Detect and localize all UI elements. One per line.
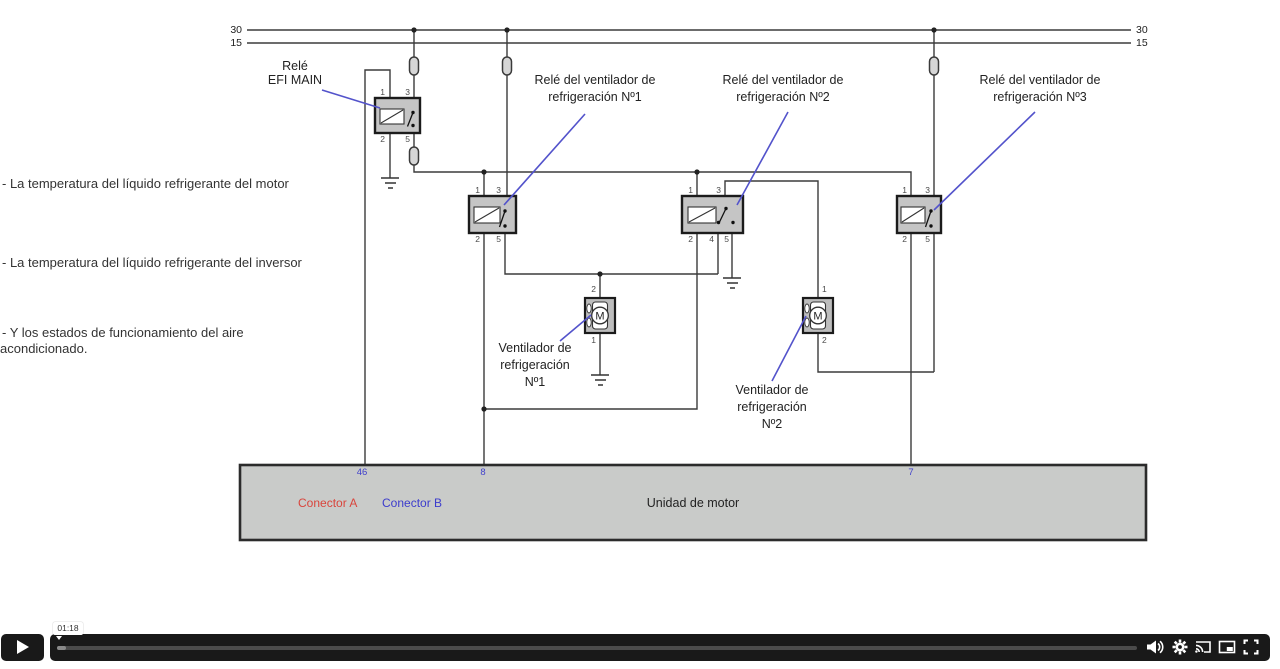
- bus-label-15-left: 15: [230, 36, 242, 49]
- efi-pin-2: 2: [380, 134, 385, 144]
- connector-a-label: Conector A: [298, 496, 358, 510]
- fan-relay1-label-line2: refrigeración Nº1: [548, 89, 642, 104]
- fan-motor2-symbol: [803, 298, 833, 333]
- fan2-label: [714, 382, 830, 433]
- fan2-label-line3: Nº2: [761, 417, 783, 431]
- efi-relay-label-line1: Relé: [282, 59, 308, 73]
- fan1-pin-1: 1: [591, 335, 596, 345]
- relay2-pin-3: 3: [716, 185, 721, 195]
- fan-relay1-symbol: [469, 196, 516, 233]
- ground-icon: [591, 375, 609, 385]
- relay1-pin-1: 1: [475, 185, 480, 195]
- ecu-pin-7: 7: [908, 467, 914, 478]
- ground-icon: [381, 178, 399, 188]
- relay3-pin-1: 1: [902, 185, 907, 195]
- fuse-icon: [410, 147, 419, 165]
- fan-relay3-label: [953, 72, 1127, 105]
- cast-icon[interactable]: [1194, 638, 1212, 656]
- relay1-pin-3: 3: [496, 185, 501, 195]
- connector-b-label: Conector B: [382, 496, 443, 510]
- fan2-label-line2: refrigeración: [737, 400, 807, 414]
- fuse-icon: [410, 57, 419, 75]
- efi-relay-label-line2: EFI MAIN: [267, 73, 323, 87]
- fan1-label: [477, 340, 593, 391]
- efi-pin-5: 5: [405, 134, 410, 144]
- time-tooltip-caret: [56, 636, 62, 640]
- relay3-pin-2: 2: [902, 234, 907, 244]
- fan-relay2-label-line2: refrigeración Nº2: [736, 89, 830, 104]
- bus-label-30-right: 30: [1136, 23, 1148, 36]
- fan1-label-line3: Nº1: [524, 375, 546, 389]
- note-aire-line1: - Y los estados de funcionamiento del aire: [2, 325, 244, 340]
- fan2-label-line1: Ventilador de: [735, 383, 809, 397]
- note-aire-line2: acondicionado.: [0, 341, 88, 356]
- fan-relay2-symbol: [682, 196, 743, 233]
- arrow-fan-relay1: [504, 114, 585, 205]
- play-icon: [17, 640, 29, 654]
- fan-relay1-label: [508, 72, 682, 105]
- efi-pin-3: 3: [405, 87, 410, 97]
- relay2-pin-1: 1: [688, 185, 693, 195]
- bus-lines: [247, 30, 1131, 43]
- ecu-title: Unidad de motor: [646, 496, 740, 510]
- arrow-efi-relay: [322, 90, 380, 108]
- fan-relay3-symbol: [897, 196, 941, 233]
- wire-fuse-feeds: [414, 30, 934, 196]
- fan-relay3-label-line2: refrigeración Nº3: [993, 89, 1087, 104]
- note-coolant-inversor: - La temperatura del líquido refrigerante del inversor: [2, 255, 302, 270]
- relay1-pin-2: 2: [475, 234, 480, 244]
- fan-relay3-label-line1: Relé del ventilador de: [979, 73, 1101, 87]
- fullscreen-icon[interactable]: [1242, 638, 1260, 656]
- arrow-fan-relay2: [737, 112, 788, 205]
- fan1-label-line2: refrigeración: [500, 358, 570, 372]
- relay2-pin-4: 4: [709, 234, 714, 244]
- arrow-fan-relay3: [934, 112, 1035, 210]
- ground-icon: [723, 278, 741, 288]
- time-tooltip: 01:18: [53, 622, 83, 635]
- bus-label-30-left: 30: [230, 23, 242, 36]
- motor-letter: M: [595, 310, 605, 323]
- fuse-icon: [930, 57, 939, 75]
- note-coolant-motor: - La temperatura del líquido refrigerante del motor: [2, 176, 289, 191]
- relay3-pin-3: 3: [925, 185, 930, 195]
- volume-icon[interactable]: [1146, 638, 1164, 656]
- wire-relay3-fan2: [818, 233, 934, 465]
- ecu-pin-8: 8: [480, 467, 486, 478]
- progress-bar[interactable]: [57, 646, 1137, 650]
- arrow-fan2: [772, 316, 806, 381]
- fan-relay2-label: [696, 72, 870, 105]
- relay2-pin-5: 5: [724, 234, 729, 244]
- play-button[interactable]: [1, 634, 44, 661]
- efi-main-relay-symbol: [375, 98, 420, 133]
- relay1-pin-5: 5: [496, 234, 501, 244]
- fan-relay2-label-line1: Relé del ventilador de: [722, 73, 844, 87]
- fan1-label-line1: Ventilador de: [498, 341, 572, 355]
- bus-label-15-right: 15: [1136, 36, 1148, 49]
- fan2-pin-1: 1: [822, 284, 827, 294]
- ecu-pin-46: 46: [356, 467, 368, 478]
- settings-icon[interactable]: [1171, 638, 1189, 656]
- fan-relay1-label-line1: Relé del ventilador de: [534, 73, 656, 87]
- progress-played: [57, 646, 66, 650]
- miniplayer-icon[interactable]: [1218, 638, 1236, 656]
- motor-letter: M: [813, 310, 823, 323]
- relay3-pin-5: 5: [925, 234, 930, 244]
- efi-pin-1: 1: [380, 87, 385, 97]
- relay2-pin-2: 2: [688, 234, 693, 244]
- fan2-pin-2: 2: [822, 335, 827, 345]
- fan1-pin-2: 2: [591, 284, 596, 294]
- efi-relay-label: [253, 59, 337, 87]
